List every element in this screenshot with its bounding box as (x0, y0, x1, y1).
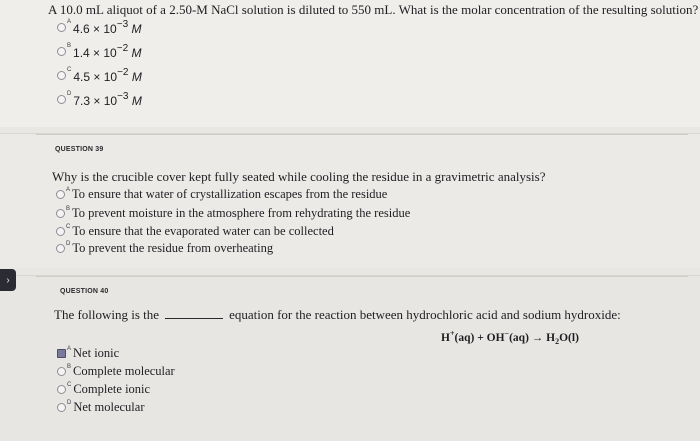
reaction-equation: $H^+(aq) + OH^-(aq) \to H_2O(l)$ (441, 329, 579, 347)
q38-option-b[interactable] (57, 43, 141, 60)
side-panel-toggle[interactable] (0, 269, 16, 291)
question-40-text-before: The following is the (54, 307, 160, 322)
q40-option-d[interactable] (57, 400, 145, 415)
option-letter: B (67, 364, 72, 370)
radio-button[interactable] (56, 209, 65, 218)
q39-option-d[interactable] (56, 241, 273, 256)
option-text: To ensure that the evaporated water can be collected (72, 224, 334, 238)
question-40-label: QUESTION 40 (60, 288, 109, 295)
option-text: To prevent moisture in the atmosphere from rehydrating the residue (72, 206, 411, 220)
radio-button[interactable] (57, 403, 66, 412)
chevron-right-icon: › (6, 274, 10, 286)
option-value: $1.4 \times 10^{-2}$ M (73, 43, 142, 60)
option-letter: D (66, 241, 71, 247)
radio-button[interactable] (56, 244, 65, 253)
option-letter: D (67, 91, 72, 97)
radio-button[interactable] (57, 47, 66, 56)
question-40-text (54, 307, 621, 323)
radio-button[interactable] (56, 190, 65, 199)
radio-button[interactable] (57, 95, 66, 104)
option-letter: B (66, 206, 71, 212)
radio-button[interactable] (57, 367, 66, 376)
radio-button-selected[interactable] (57, 349, 66, 358)
option-value: $4.6 \times 10^{-3}$ M (73, 19, 142, 36)
question-38-text: A 10.0 mL aliquot of a 2.50-M NaCl solution is diluted to 550 mL. What is the molar concentration of the resulting solution? (48, 2, 699, 17)
q39-option-b[interactable] (56, 206, 410, 221)
q40-option-c[interactable] (57, 382, 150, 397)
q39-option-a[interactable] (56, 187, 387, 202)
option-text: To ensure that water of crystallization escapes from the residue (72, 187, 388, 201)
question-39-text: Why is the crucible cover kept fully seated while cooling the residue in a gravimetric analysis? (52, 169, 546, 184)
q38-option-a[interactable] (57, 19, 141, 36)
option-letter: C (67, 67, 72, 73)
question-38-panel (0, 0, 700, 127)
option-letter: A (66, 187, 71, 193)
question-40-panel (0, 275, 700, 441)
radio-button[interactable] (56, 227, 65, 236)
divider (36, 134, 688, 135)
question-40-text-after: equation for the reaction between hydrochloric acid and sodium hydroxide: (229, 307, 621, 322)
q39-option-c[interactable] (56, 224, 334, 239)
option-text: Net ionic (73, 346, 120, 360)
radio-button[interactable] (57, 385, 66, 394)
q40-option-a[interactable] (57, 346, 119, 361)
q38-option-c[interactable] (57, 67, 142, 84)
option-value: $7.3 \times 10^{-3}$ M (73, 91, 142, 108)
option-text: Net molecular (73, 400, 145, 414)
option-letter: A (67, 346, 72, 352)
question-39-panel (0, 133, 700, 268)
option-text: Complete ionic (73, 382, 151, 396)
q40-option-b[interactable] (57, 364, 175, 379)
option-letter: A (67, 19, 72, 25)
option-letter: B (67, 43, 72, 49)
fill-in-blank (165, 308, 223, 319)
radio-button[interactable] (57, 71, 66, 80)
divider (36, 276, 688, 277)
radio-button[interactable] (57, 23, 66, 32)
option-letter: D (67, 400, 72, 406)
question-39-label: QUESTION 39 (55, 146, 104, 153)
option-text: Complete molecular (73, 364, 175, 378)
option-value: $4.5 \times 10^{-2}$ M (73, 67, 142, 84)
option-text: To prevent the residue from overheating (72, 241, 274, 255)
option-letter: C (66, 224, 71, 230)
option-letter: C (67, 382, 72, 388)
q38-option-d[interactable] (57, 91, 142, 108)
